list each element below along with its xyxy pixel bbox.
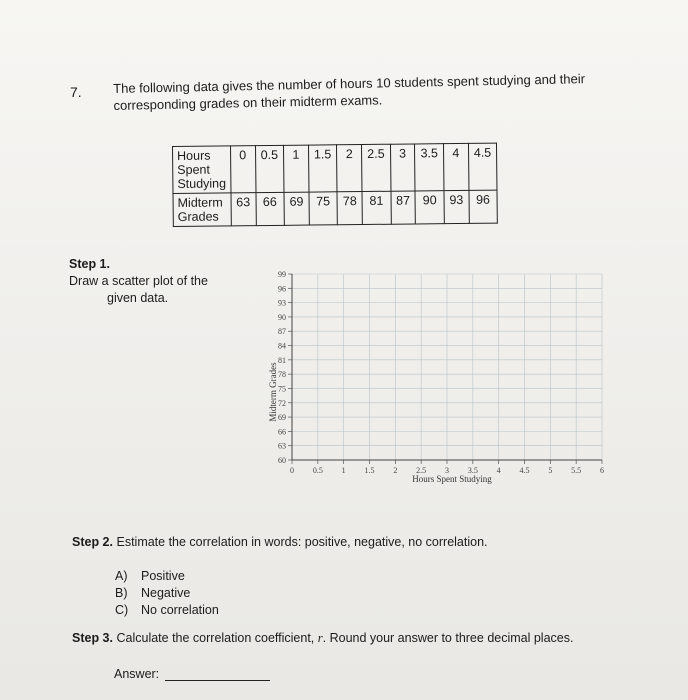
y-tick-label: 99 [278, 270, 286, 279]
x-tick-label: 2 [393, 466, 398, 475]
table-cell: 3 [390, 144, 415, 191]
x-tick-label: 4 [496, 466, 501, 475]
step3-variable: r [317, 631, 323, 645]
table-cell: 66 [256, 192, 285, 225]
table-cell: 78 [337, 192, 362, 225]
choice-key: A) [115, 569, 128, 583]
choice-label: Negative [141, 586, 191, 600]
y-tick-label: 75 [278, 384, 286, 394]
table-row-hours [173, 143, 498, 193]
x-tick-label: 3 [445, 466, 449, 475]
table-cell: 0.5 [255, 145, 284, 192]
step1-title: Step 1. [69, 257, 110, 271]
y-tick-label: 66 [278, 427, 286, 437]
choice-key: B) [115, 586, 128, 600]
x-tick-label: 6 [600, 466, 604, 475]
y-tick-label: 63 [278, 441, 286, 451]
table-cell: 93 [444, 190, 469, 223]
y-tick-label: 84 [278, 341, 286, 351]
step3-title: Step 3. [72, 631, 113, 645]
y-tick-label: 69 [278, 413, 286, 423]
table-cell: 90 [415, 191, 444, 224]
x-tick-label: 5 [548, 466, 553, 475]
answer-blank[interactable] [165, 668, 270, 681]
y-tick-label: 96 [278, 284, 286, 294]
question-number: 7. [70, 84, 82, 100]
x-tick-label: 1 [341, 466, 346, 475]
x-tick-label: 5.5 [571, 466, 582, 475]
y-axis-label: Midterm Grades [268, 362, 278, 422]
y-tick-label: 93 [278, 298, 286, 308]
x-tick-label: 4.5 [519, 466, 530, 475]
table-cell: 3.5 [415, 144, 444, 191]
table-cell: 87 [391, 191, 416, 224]
question-text: The following data gives the number of hours 10 students spent studying and their corresponding grades on their midterm exams. [113, 71, 586, 113]
y-tick-label: 87 [278, 327, 286, 337]
table-cell: 2 [337, 145, 362, 192]
blank-scatter-grid[interactable] [262, 262, 612, 494]
y-tick-label: 60 [278, 456, 286, 465]
x-tick-label: 0 [290, 466, 294, 475]
step3-block [72, 631, 573, 646]
step2-title: Step 2. [72, 535, 113, 549]
table-row-label: Hours Spent Studying [173, 146, 231, 194]
choice-label: Positive [141, 569, 185, 583]
step1-line2: given data. [107, 291, 169, 305]
table-cell: 2.5 [362, 144, 391, 191]
table-cell: 1.5 [308, 145, 337, 192]
x-axis-label: Hours Spent Studying [412, 474, 492, 484]
table-row-grades [173, 190, 497, 226]
y-tick-label: 72 [278, 398, 286, 408]
table-cell: 63 [231, 193, 256, 226]
choice-b[interactable] [115, 585, 219, 602]
step1-line1: Draw a scatter plot of the [69, 274, 208, 288]
y-tick-label: 90 [278, 312, 286, 322]
y-tick-labels [278, 270, 286, 465]
step3-text: Calculate the correlation coefficient, [116, 631, 315, 645]
table-cell: 0 [230, 146, 255, 193]
y-tick-label: 78 [278, 370, 286, 380]
step1-block [69, 256, 208, 307]
table-cell: 4 [443, 143, 468, 190]
step2-text: Estimate the correlation in words: positive, negative, no correlation. [116, 535, 488, 549]
x-tick-label: 3.5 [467, 466, 478, 475]
table-cell: 96 [469, 190, 498, 223]
choice-key: C) [115, 603, 129, 617]
answer-label: Answer: [114, 667, 160, 681]
choice-c[interactable] [115, 602, 219, 619]
table-cell: 1 [283, 145, 308, 192]
data-table [172, 143, 498, 227]
choice-list [115, 568, 219, 619]
answer-block [114, 667, 270, 681]
table-row-label: Midterm Grades [173, 193, 231, 227]
choice-a[interactable] [115, 568, 219, 585]
table-cell: 81 [362, 191, 391, 224]
table-cell: 4.5 [468, 143, 497, 190]
x-tick-label: 0.5 [312, 466, 323, 475]
y-tick-label: 81 [278, 355, 286, 365]
table-cell: 69 [284, 192, 309, 225]
grid-lines [292, 274, 602, 460]
step3-text2: . Round your answer to three decimal places. [322, 631, 574, 645]
x-tick-label: 1.5 [364, 466, 375, 475]
choice-label: No correlation [141, 603, 219, 617]
step2-block [72, 535, 488, 549]
table-cell: 75 [309, 192, 338, 225]
x-tick-label: 2.5 [416, 466, 427, 475]
